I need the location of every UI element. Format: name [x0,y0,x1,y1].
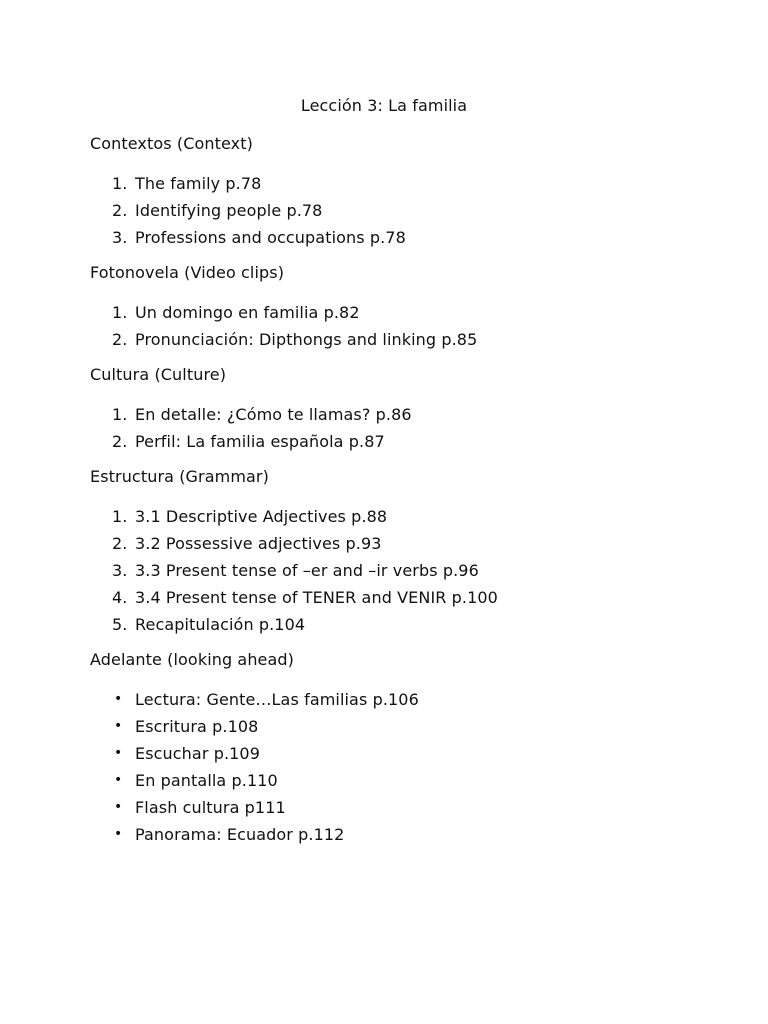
list-item-text: Perfil: La familia española p.87 [135,432,385,451]
list-item-text: Panorama: Ecuador p.112 [135,825,345,844]
bullet-icon: • [114,718,123,734]
section-estructura [90,466,710,638]
list-item [90,299,710,326]
list-item [90,197,710,224]
list-item-text: The family p.78 [135,174,262,193]
list-item [90,821,710,848]
list-item [90,428,710,455]
section-contextos [90,133,710,251]
numbered-list [90,299,710,353]
numbered-list [90,503,710,638]
list-item-text: Un domingo en familia p.82 [135,303,360,322]
list-item-text: Identifying people p.78 [135,201,323,220]
list-item [90,224,710,251]
list-item [90,530,710,557]
list-marker: 4. [112,588,128,607]
list-marker: 3. [112,561,128,580]
list-marker: 2. [112,201,128,220]
bulleted-list [90,686,710,848]
numbered-list [90,170,710,251]
section-heading: Cultura (Culture) [90,365,227,384]
list-marker: 3. [112,228,128,247]
bullet-icon: • [114,745,123,761]
section-cultura [90,364,710,455]
page-title: Lección 3: La familia [300,96,468,115]
list-item [90,326,710,353]
list-item [90,557,710,584]
list-item-text: Pronunciación: Dipthongs and linking p.85 [135,330,478,349]
numbered-list [90,401,710,455]
list-item [90,740,710,767]
list-item-text: Flash cultura p111 [135,798,286,817]
bullet-icon: • [114,691,123,707]
list-item-text: 3.2 Possessive adjectives p.93 [135,534,382,553]
document-content [90,133,710,859]
list-item [90,611,710,638]
section-adelante [90,649,710,848]
section-heading: Adelante (looking ahead) [90,650,295,669]
list-marker: 1. [112,174,128,193]
list-item [90,686,710,713]
list-item-text: 3.3 Present tense of –er and –ir verbs p.96 [135,561,479,580]
list-item-text: Professions and occupations p.78 [135,228,406,247]
bullet-icon: • [114,799,123,815]
list-marker: 5. [112,615,128,634]
list-item-text: En detalle: ¿Cómo te llamas? p.86 [135,405,412,424]
list-item [90,767,710,794]
list-item-text: Escuchar p.109 [135,744,260,763]
list-item-text: Escritura p.108 [135,717,259,736]
list-item-text: 3.1 Descriptive Adjectives p.88 [135,507,388,526]
bullet-icon: • [114,826,123,842]
section-heading: Contextos (Context) [90,134,253,153]
list-item [90,794,710,821]
list-item-text: Recapitulación p.104 [135,615,306,634]
section-fotonovela [90,262,710,353]
list-item [90,503,710,530]
list-marker: 1. [112,507,128,526]
list-item [90,401,710,428]
list-item [90,170,710,197]
list-marker: 2. [112,330,128,349]
list-item-text: En pantalla p.110 [135,771,278,790]
bullet-icon: • [114,772,123,788]
list-marker: 2. [112,534,128,553]
list-item [90,584,710,611]
list-marker: 2. [112,432,128,451]
section-heading: Estructura (Grammar) [90,467,269,486]
section-heading: Fotonovela (Video clips) [90,263,285,282]
list-item [90,713,710,740]
list-marker: 1. [112,303,128,322]
list-marker: 1. [112,405,128,424]
list-item-text: Lectura: Gente…Las familias p.106 [135,690,419,709]
list-item-text: 3.4 Present tense of TENER and VENIR p.100 [135,588,498,607]
